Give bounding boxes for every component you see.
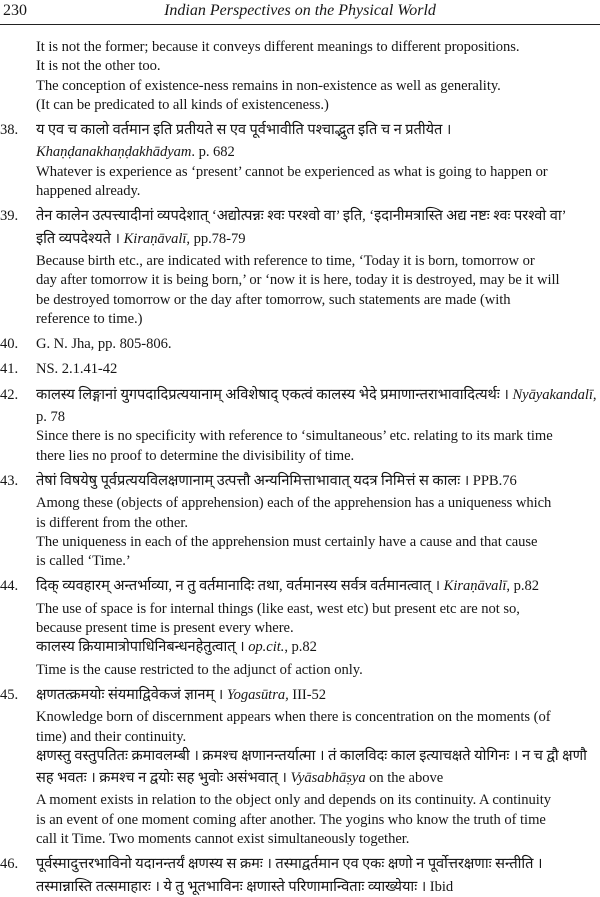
footnote-45 (0, 686, 600, 849)
footnote-43 (0, 472, 600, 571)
citation-title: Nyāyakandalī (512, 386, 593, 403)
footnote-38 (0, 121, 600, 201)
text-line (0, 514, 600, 533)
text-span: NS. 2.1.41-42 (36, 361, 118, 378)
text-line (0, 143, 600, 162)
citation-title: Kiraṇāvalī (123, 230, 187, 247)
text-span: It is not the former; because it conveys different meanings to different propositions. (36, 39, 520, 55)
text-line (0, 811, 600, 830)
footnote-42 (0, 386, 600, 466)
text-line (0, 77, 600, 96)
footnote-number: 40. (0, 336, 19, 353)
continued-text (0, 38, 600, 115)
text-line (0, 769, 600, 788)
running-title: Indian Perspectives on the Physical World (164, 2, 436, 19)
footnotes-body (0, 38, 600, 897)
text-span: इति व्यपदेश्यते । (36, 230, 124, 247)
text-span: call it Time. Two moments cannot exist simultaneously together. (36, 830, 410, 847)
text-line (0, 494, 600, 513)
text-span: III-52 (288, 686, 327, 703)
text-span: य एव च कालो वर्तमान इति प्रतीयते स एव पूर्वभावीति पश्चाद्भुत इति च न प्रतीयेत । (36, 122, 452, 139)
text-line (0, 791, 600, 810)
text-span: कालस्य लिङ्गानां युगपदादिप्रत्ययानाम् अविशेषाद् एकत्वं कालस्य भेदे प्रमाणान्तराभावादित्यर्थः । (36, 386, 513, 403)
text-span: day after tomorrow it is being born,’ or ‘now it is here, today it is destroyed, may be it will (36, 272, 560, 289)
text-span: The conception of existence-ness remains in non-existence as well as generality. (36, 77, 501, 94)
footnote-number: 46. (0, 856, 19, 873)
text-span: Whatever is experience as ‘present’ cannot be experienced as what is going to happen or (36, 163, 548, 180)
footnote-number: 41. (0, 361, 19, 378)
text-line (0, 271, 600, 290)
text-span: It is not the other too. (36, 58, 161, 75)
text-span: is different from the other. (36, 514, 188, 531)
text-line (0, 360, 600, 379)
text-span: , pp.78-79 (186, 230, 246, 247)
text-line (0, 96, 600, 115)
text-span: Time is the cause restricted to the adjunct of action only. (36, 661, 363, 678)
text-span: Because birth etc., are indicated with reference to time, ‘Today it is born, tomorrow or (36, 252, 535, 269)
text-span: Among these (objects of apprehension) each of the apprehension has a uniqueness which (36, 495, 552, 512)
text-span: , (592, 386, 597, 403)
text-span: is an event of one moment coming after another. The yogins who know the truth of time (36, 811, 546, 828)
text-span: A moment exists in relation to the object only and depends on its continuity. A continuity (36, 792, 552, 809)
text-span: Knowledge born of discernment appears when there is concentration on the moments (of (36, 709, 551, 726)
text-span: , p.82 (284, 639, 317, 656)
footnote-41 (0, 360, 600, 379)
text-line (0, 38, 600, 57)
text-span: p. 78 (36, 409, 65, 426)
text-line (0, 310, 600, 329)
text-span: The uniqueness in each of the apprehension must certainly have a cause and that cause (36, 533, 538, 550)
text-line (0, 163, 600, 182)
footnote-39 (0, 207, 600, 329)
text-span: G. N. Jha, pp. 805-806. (36, 336, 172, 353)
footnote-number: 42. (0, 386, 19, 403)
text-span: be destroyed tomorrow or the day after tomorrow, such statements are made (with (36, 291, 511, 308)
footnote-46 (0, 855, 600, 897)
page-header (0, 0, 600, 25)
text-span: तेन कालेन उत्पत्त्यादीनां व्यपदेशात् ‘अद्योत्पन्नः श्वः परश्वो वा’ इति, ‘इदानीमत्रास्ति अद्य नष्टः श्वः परश्वो वा’ (36, 208, 567, 225)
text-line (0, 472, 600, 491)
text-line (0, 600, 600, 619)
footnote-40 (0, 335, 600, 354)
text-span: क्षणस्तु वस्तुपतितः क्रमावलम्बी । क्रमश्च क्षणानन्तर्यात्मा । तं कालविदः काल इत्याचक्षते योगिनः । न च द्वौ क्षणौ (36, 747, 587, 764)
text-line (0, 577, 600, 596)
text-line (0, 207, 600, 226)
text-span: is called ‘Time.’ (36, 553, 131, 570)
text-line (0, 427, 600, 446)
footnote-number: 45. (0, 686, 19, 703)
text-line (0, 252, 600, 271)
text-line (0, 747, 600, 766)
text-line (0, 619, 600, 638)
text-span: . p. 682 (191, 144, 235, 161)
text-line (0, 878, 600, 897)
text-span: on the above (365, 770, 444, 787)
text-line (0, 447, 600, 466)
citation-title: Yogasūtra, (226, 686, 289, 703)
citation-title: Kiraṇāvalī (443, 578, 507, 595)
citation-title: op.cit. (248, 639, 285, 656)
text-span: Since there is no specificity with reference to ‘simultaneous’ etc. relating to its mark time (36, 428, 553, 445)
text-line (0, 386, 600, 405)
text-line (0, 533, 600, 552)
text-span: reference to time.) (36, 310, 143, 327)
text-line (0, 57, 600, 76)
footnote-number: 38. (0, 122, 19, 139)
text-line (0, 291, 600, 310)
text-span: पूर्वस्मादुत्तरभाविनो यदानन्तर्यं क्षणस्य स क्रमः । तस्माद्वर्तमान एव एकः क्षणो न पूर्वोत्तरक्षणाः सन्तीति । (36, 856, 543, 873)
text-span: कालस्य क्रियामात्रोपाधिनिबन्धनहेतुत्वात् । (36, 639, 249, 656)
text-line (0, 638, 600, 657)
footnote-number: 43. (0, 472, 19, 489)
text-line (0, 661, 600, 680)
text-line (0, 230, 600, 249)
text-line (0, 830, 600, 849)
text-span: तस्मान्नास्ति तत्समाहारः । ये तु भूतभाविनः क्षणास्ते परिणामान्विताः व्याख्येयाः । Ibid (36, 878, 454, 895)
citation-title: Vyāsabhāṣya (290, 770, 366, 787)
text-line (0, 708, 600, 727)
text-span: there lies no proof to determine the divisibility of time. (36, 447, 355, 464)
text-span: happened already. (36, 183, 141, 200)
footnote-number: 44. (0, 578, 19, 595)
text-line (0, 855, 600, 874)
text-span: The use of space is for internal things (like east, west etc) but present etc are not so, (36, 600, 520, 617)
text-span: सह भवतः । क्रमश्च न द्वयोः सह भुवोः असंभवात् । (36, 770, 291, 787)
text-span: तेषां विषयेषु पूर्वप्रत्ययविलक्षणानाम् उत्पत्तौ अन्यनिमित्ताभावात् यदत्र निमित्तं स कालः । PPB.76 (36, 472, 517, 489)
footnote-44 (0, 577, 600, 679)
text-line (0, 408, 600, 427)
text-line (0, 552, 600, 571)
footnote-number: 39. (0, 208, 19, 225)
text-span: (It can be predicated to all kinds of existenceness.) (36, 96, 329, 113)
text-span: क्षणतत्क्रमयोः संयमाद्विवेकजं ज्ञानम् । (36, 686, 227, 703)
text-line (0, 182, 600, 201)
text-span: because present time is present every where. (36, 620, 294, 637)
citation-title: Khaṇḍanakhaṇḍakhādyam (36, 144, 192, 161)
text-line (0, 335, 600, 354)
text-span: दिक् व्यवहारम् अन्तर्भाव्या, न तु वर्तमानादिः तथा, वर्तमानस्य सर्वत्र वर्तमानत्वात् । (36, 578, 444, 595)
page-number: 230 (3, 2, 27, 19)
text-line (0, 686, 600, 705)
text-span: , p.82 (506, 578, 539, 595)
text-span: time) and their continuity. (36, 728, 187, 745)
text-line (0, 728, 600, 747)
text-line (0, 121, 600, 140)
